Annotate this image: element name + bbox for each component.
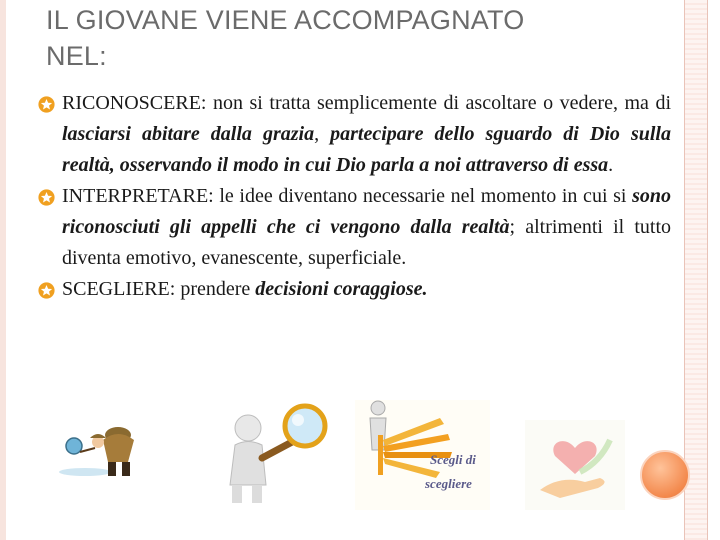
term-interpretare: INTERPRETARE [62, 185, 209, 207]
title-line-1: IL GIOVANE VIENE ACCOMPAGNATO [46, 5, 525, 35]
term-riconoscere: RICONOSCERE [62, 92, 201, 114]
star-bullet-icon [38, 282, 55, 299]
bullet-riconoscere: RICONOSCERE: non si tratta semplicemente di ascoltare o vedere, ma di lasciarsi abitare dalla grazia, partecipare dello sguardo di Dio sulla realtà, osservando il modo in cui Dio parla a noi attraverso di essa. [38, 88, 671, 181]
decorative-circle [640, 450, 690, 500]
magnifier-figure [230, 406, 325, 503]
detective-figure [59, 427, 134, 476]
signpost-figure [355, 400, 490, 510]
choose-caption-1: Scegli di [430, 452, 476, 467]
term-scegliere: SCEGLIERE [62, 278, 170, 300]
star-bullet-icon [38, 96, 55, 113]
bullet-interpretare: INTERPRETARE: le idee diventano necessarie nel momento in cui si sono riconosciuti gli appelli che ci vengono dalla realtà; altrimenti il tutto diventa emotivo, evanescente, superficiale. [38, 181, 671, 274]
bullet-list [38, 88, 671, 305]
slide-title [46, 2, 646, 74]
choose-caption-2: scegliere [425, 476, 472, 491]
hands-heart-figure [525, 420, 625, 510]
title-line-2: NEL: [46, 41, 107, 71]
bullet-scegliere: SCEGLIERE: prendere decisioni coraggiose. [38, 274, 671, 305]
star-bullet-icon [38, 189, 55, 206]
illustrations-row [0, 390, 720, 520]
